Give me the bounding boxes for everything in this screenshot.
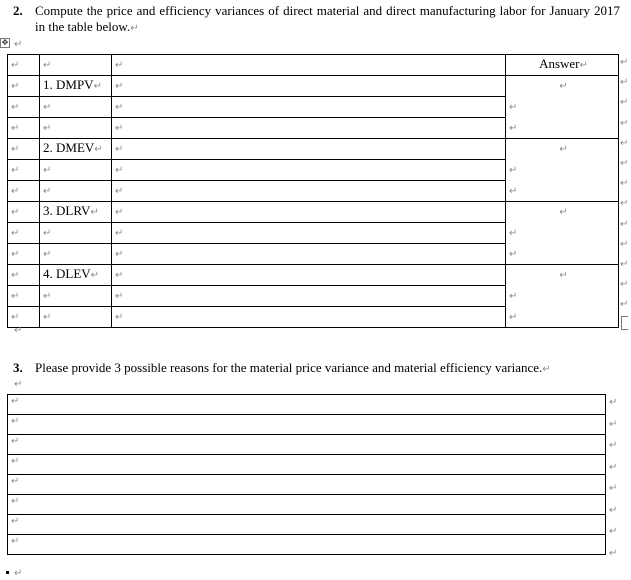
paragraph-mark: ↵ — [509, 311, 518, 323]
answer-cell[interactable] — [506, 181, 619, 202]
paragraph-mark: ↵ — [11, 291, 20, 302]
paragraph-mark: ↵ — [509, 164, 518, 176]
variance-label: 2. DMEV — [43, 140, 95, 155]
table-cell[interactable] — [112, 118, 506, 139]
table-cell[interactable] — [8, 181, 40, 202]
end-of-row-mark: ↵ — [620, 117, 629, 129]
answer-cell[interactable] — [506, 97, 619, 118]
question-3-number: 3. — [13, 360, 23, 375]
reason-cell[interactable] — [8, 515, 606, 535]
header-cell[interactable] — [112, 55, 506, 76]
paragraph-mark: ↵ — [11, 144, 20, 155]
question-2-text: Compute the price and efficiency variances of direct material and direct manufacturing labor for January 2017 in the table below.↵ — [35, 3, 620, 34]
paragraph-mark: ↵ — [43, 102, 52, 113]
end-of-row-mark: ↵ — [620, 238, 629, 250]
paragraph-mark: ↵ — [11, 102, 20, 113]
paragraph-mark: ↵ — [14, 379, 23, 390]
table-cell[interactable] — [8, 244, 40, 265]
end-of-row-mark: ↵ — [609, 504, 618, 516]
table-cell[interactable] — [40, 286, 112, 307]
table-cell[interactable] — [112, 160, 506, 181]
paragraph-mark: ↵ — [115, 249, 124, 260]
table-row — [8, 286, 619, 307]
header-cell[interactable] — [8, 55, 40, 76]
paragraph-mark: ↵ — [14, 39, 23, 50]
reason-cell[interactable] — [8, 435, 606, 455]
paragraph-mark: ↵ — [43, 291, 52, 302]
paragraph-mark: ↵ — [115, 207, 124, 218]
answer-header-label: Answer — [539, 56, 580, 71]
table-cell[interactable] — [8, 223, 40, 244]
answer-cell[interactable] — [506, 223, 619, 244]
table-cell[interactable] — [40, 160, 112, 181]
paragraph-mark: ↵ — [579, 60, 588, 71]
paragraph-mark: ↵ — [115, 270, 124, 281]
paragraph-mark: ↵ — [115, 312, 124, 323]
reasons-table — [7, 394, 606, 555]
table-row — [8, 139, 619, 160]
table-cell[interactable] — [8, 265, 40, 286]
end-of-row-mark: ↵ — [620, 178, 629, 190]
end-of-row-mark: ↵ — [620, 259, 629, 270]
table-cell[interactable] — [112, 223, 506, 244]
reason-cell[interactable] — [8, 495, 606, 515]
table-cell[interactable] — [8, 307, 40, 328]
table-cell[interactable] — [40, 181, 112, 202]
answer-cell[interactable] — [506, 76, 619, 97]
question-3-text: Please provide 3 possible reasons for the material price variance and material efficiency variance.↵ — [35, 360, 551, 375]
table-cell[interactable] — [8, 76, 40, 97]
paragraph-mark: ↵ — [11, 186, 20, 197]
table-row — [8, 244, 619, 265]
paragraph-mark: ↵ — [559, 270, 568, 281]
paragraph-mark: ↵ — [11, 123, 20, 134]
reason-row — [8, 515, 606, 535]
paragraph-mark: ↵ — [11, 228, 20, 239]
paragraph-mark: ↵ — [43, 249, 52, 260]
paragraph-mark: ↵ — [90, 207, 99, 218]
paragraph-mark: ↵ — [115, 291, 124, 302]
table-row — [8, 265, 619, 286]
reason-row — [8, 435, 606, 455]
reason-row — [8, 415, 606, 435]
end-of-row-mark: ↵ — [609, 526, 618, 537]
paragraph-mark: ↵ — [14, 325, 23, 336]
paragraph-mark: ↵ — [93, 81, 102, 92]
paragraph-mark: ↵ — [43, 312, 52, 323]
variance-label-cell[interactable] — [40, 265, 112, 286]
paragraph-mark: ↵ — [11, 249, 20, 260]
paragraph-mark: ↵ — [509, 122, 518, 134]
answer-cell[interactable] — [506, 202, 619, 223]
header-cell[interactable] — [40, 55, 112, 76]
table-row — [8, 181, 619, 202]
end-of-row-mark: ↵ — [620, 279, 629, 291]
answer-cell[interactable] — [506, 160, 619, 181]
reason-row — [8, 475, 606, 495]
paragraph-mark: ↵ — [559, 81, 568, 92]
table-cell[interactable] — [112, 139, 506, 160]
paragraph-mark: ↵ — [11, 312, 20, 323]
table-row — [8, 76, 619, 97]
variance-label-cell[interactable] — [40, 202, 112, 223]
variance-table — [7, 54, 619, 328]
paragraph-mark: ↵ — [11, 416, 20, 427]
paragraph-mark: ↵ — [11, 516, 20, 527]
paragraph-mark: ↵ — [94, 144, 103, 155]
paragraph-mark: ↵ — [11, 270, 20, 281]
reason-cell[interactable] — [8, 415, 606, 435]
answer-cell[interactable] — [506, 139, 619, 160]
table-cell[interactable] — [112, 286, 506, 307]
paragraph-mark: ↵ — [43, 60, 52, 71]
paragraph-mark: ↵ — [115, 60, 124, 71]
answer-header — [506, 55, 619, 76]
paragraph-mark: ↵ — [115, 144, 124, 155]
table-cell[interactable] — [8, 202, 40, 223]
end-of-row-mark: ↵ — [609, 418, 618, 430]
variance-label: 3. DLRV — [43, 203, 91, 218]
end-of-row-mark: ↵ — [620, 77, 629, 89]
paragraph-mark: ↵ — [43, 165, 52, 176]
end-of-row-mark: ↵ — [620, 158, 629, 169]
paragraph-mark: ↵ — [11, 165, 20, 176]
paragraph-mark: ↵ — [43, 228, 52, 239]
table-row — [8, 97, 619, 118]
paragraph-mark: ↵ — [43, 123, 52, 134]
table-row — [8, 223, 619, 244]
reason-row — [8, 535, 606, 555]
paragraph-mark: ↵ — [11, 476, 20, 487]
variance-label: 1. DMPV — [43, 77, 94, 92]
end-of-row-mark: ↵ — [620, 299, 629, 311]
table-cell[interactable] — [112, 265, 506, 286]
table-cell[interactable] — [8, 97, 40, 118]
table-cell[interactable] — [112, 76, 506, 97]
paragraph-mark: ↵ — [509, 290, 518, 302]
end-of-row-mark: ↵ — [609, 440, 618, 451]
answer-cell[interactable] — [506, 286, 619, 307]
paragraph-mark: ↵ — [11, 496, 20, 507]
paragraph-mark: ↵ — [90, 270, 100, 281]
paragraph-mark: ↵ — [115, 81, 124, 92]
end-of-row-mark: ↵ — [609, 547, 618, 559]
table-cell[interactable] — [8, 160, 40, 181]
table-cell[interactable] — [40, 118, 112, 139]
end-of-row-mark: ↵ — [620, 97, 629, 109]
end-of-row-mark: ↵ — [609, 397, 618, 408]
table-cell[interactable] — [40, 97, 112, 118]
paragraph-mark: ↵ — [14, 568, 23, 579]
table-cell[interactable] — [112, 181, 506, 202]
variance-label-cell[interactable] — [40, 76, 112, 97]
table-row — [8, 160, 619, 181]
table-cell[interactable] — [8, 286, 40, 307]
paragraph-mark: ↵ — [115, 228, 124, 239]
table-row — [8, 202, 619, 223]
end-of-row-mark: ↵ — [620, 218, 629, 230]
paragraph-mark: ↵ — [11, 81, 20, 92]
reason-row — [8, 455, 606, 475]
table-resize-handle[interactable] — [621, 316, 628, 330]
reason-cell[interactable] — [8, 535, 606, 555]
paragraph-mark: ↵ — [11, 60, 20, 71]
answer-cell[interactable] — [506, 265, 619, 286]
reason-cell[interactable] — [8, 475, 606, 495]
paragraph-mark: ↵ — [115, 123, 124, 134]
table-cell[interactable] — [112, 307, 506, 328]
reason-row — [8, 395, 606, 415]
bullet-marker — [6, 571, 9, 574]
paragraph-mark: ↵ — [509, 185, 518, 197]
paragraph-mark: ↵ — [11, 436, 20, 447]
end-of-row-mark: ↵ — [620, 57, 629, 68]
paragraph-mark: ↵ — [509, 101, 518, 113]
table-row — [8, 307, 619, 328]
table-cell[interactable] — [40, 307, 112, 328]
reason-row — [8, 495, 606, 515]
paragraph-mark: ↵ — [43, 186, 52, 197]
reason-cell[interactable] — [8, 455, 606, 475]
table-row — [8, 118, 619, 139]
table-cell[interactable] — [40, 223, 112, 244]
paragraph-mark: ↵ — [115, 102, 124, 113]
end-of-row-mark: ↵ — [609, 483, 618, 494]
reason-cell[interactable] — [8, 395, 606, 415]
variance-label: 4. DLEV — [43, 266, 91, 281]
table-cell[interactable] — [8, 118, 40, 139]
answer-cell[interactable] — [506, 118, 619, 139]
paragraph-mark: ↵ — [115, 165, 124, 176]
paragraph-mark: ↵ — [11, 207, 20, 218]
table-move-handle[interactable]: ✥ — [1, 38, 9, 47]
table-cell[interactable] — [8, 139, 40, 160]
table-cell[interactable] — [112, 97, 506, 118]
end-of-row-mark: ↵ — [620, 198, 629, 210]
end-of-row-mark: ↵ — [609, 461, 618, 473]
table-header-row — [8, 55, 619, 76]
answer-cell[interactable] — [506, 307, 619, 328]
paragraph-mark: ↵ — [559, 207, 568, 218]
table-cell[interactable] — [112, 202, 506, 223]
paragraph-mark: ↵ — [11, 456, 20, 467]
table-cell[interactable] — [112, 244, 506, 265]
question-2-number: 2. — [13, 3, 23, 18]
table-cell[interactable] — [40, 244, 112, 265]
paragraph-mark: ↵ — [559, 144, 568, 155]
paragraph-mark: ↵ — [11, 536, 20, 547]
end-of-row-mark: ↵ — [620, 137, 629, 149]
paragraph-mark: ↵ — [115, 186, 124, 197]
paragraph-mark: ↵ — [11, 396, 20, 407]
paragraph-mark: ↵ — [509, 248, 518, 260]
paragraph-mark: ↵ — [509, 227, 518, 239]
answer-cell[interactable] — [506, 244, 619, 265]
variance-label-cell[interactable] — [40, 139, 112, 160]
